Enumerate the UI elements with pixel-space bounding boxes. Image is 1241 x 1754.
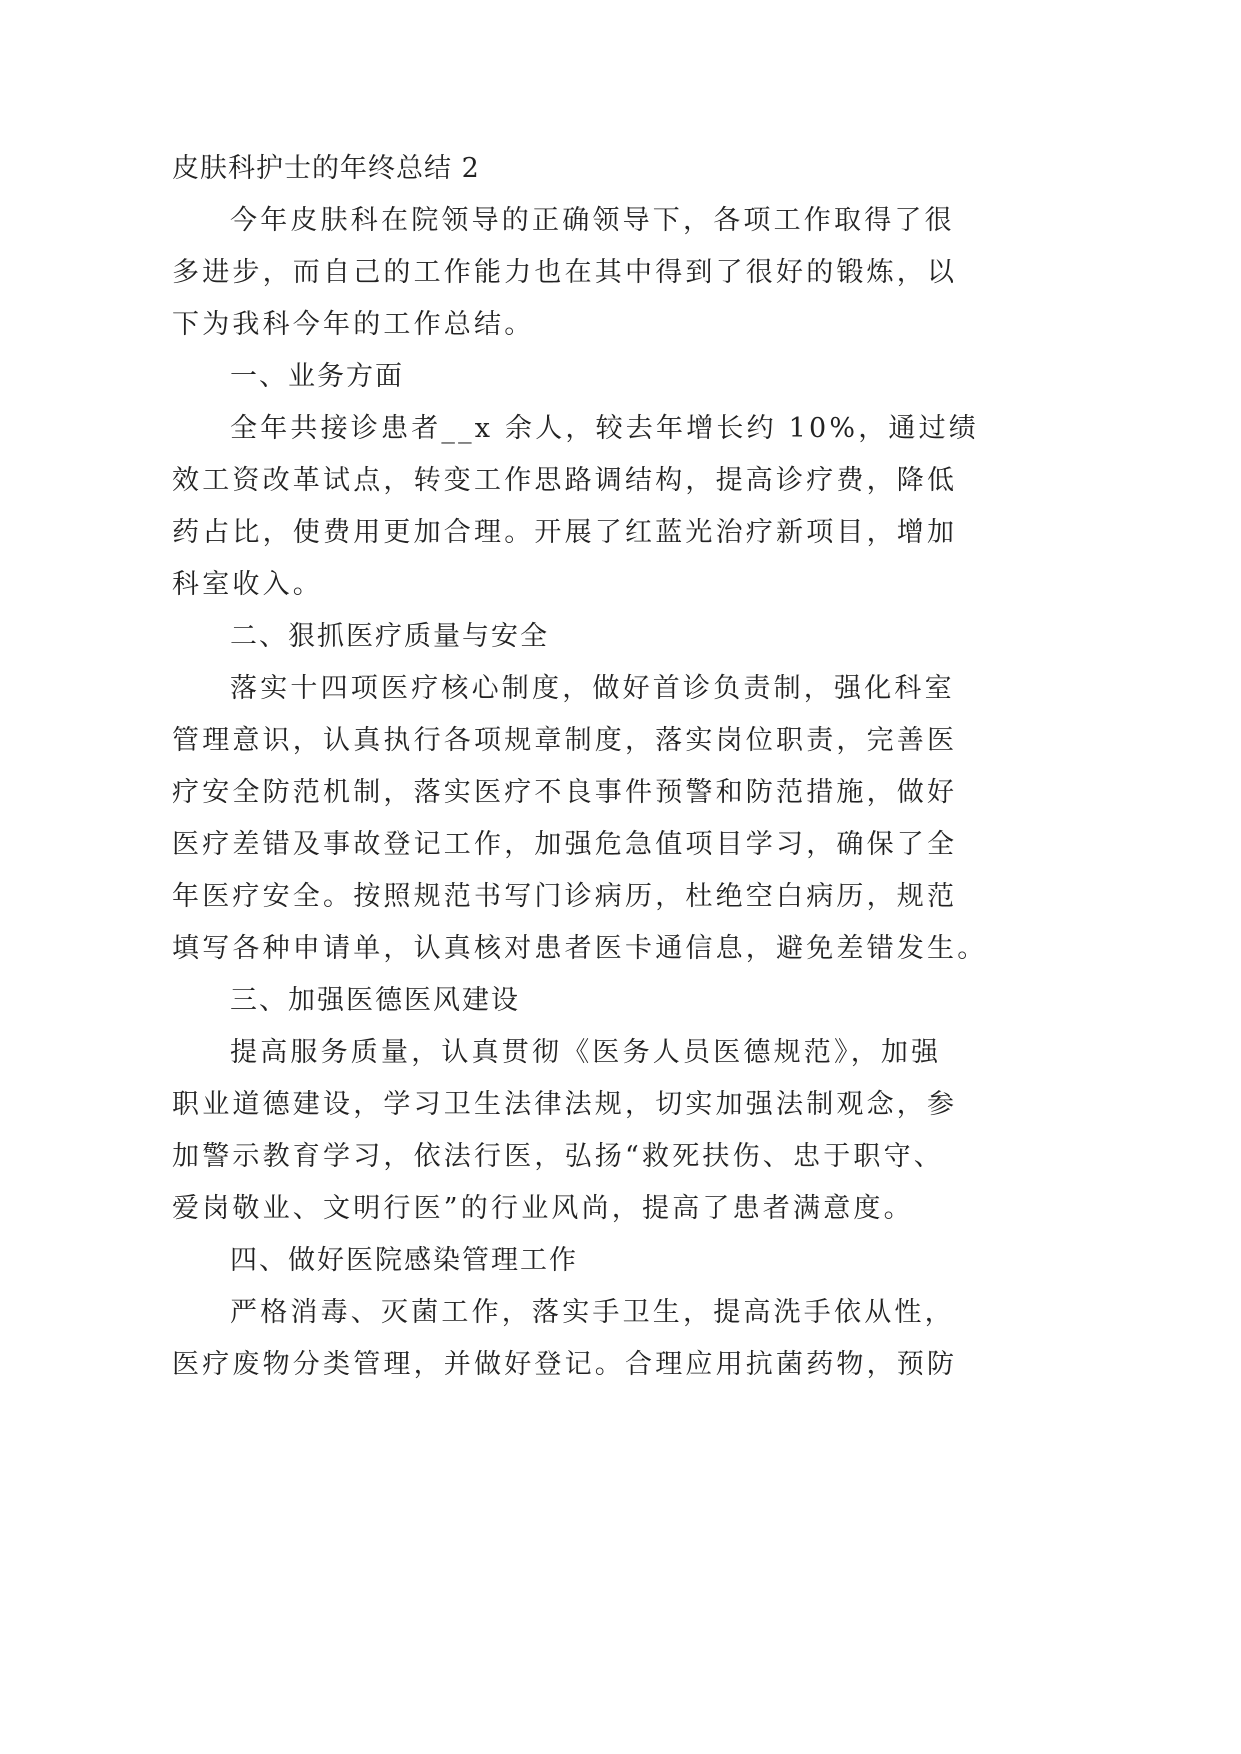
document-title: 皮肤科护士的年终总结 2 <box>172 153 480 184</box>
text-line: 疗安全防范机制，落实医疗不良事件预警和防范措施，做好 <box>172 777 958 808</box>
section-heading: 一、业务方面 <box>230 361 404 392</box>
text-line: 严格消毒、灭菌工作，落实手卫生，提高洗手依从性， <box>230 1297 955 1328</box>
text-line: 多进步，而自己的工作能力也在其中得到了很好的锻炼，以 <box>172 257 958 288</box>
text-line: 科室收入。 <box>172 569 323 600</box>
text-line: 管理意识，认真执行各项规章制度，落实岗位职责，完善医 <box>172 725 958 756</box>
text-line: 爱岗敬业、文明行医”的行业风尚，提高了患者满意度。 <box>172 1193 914 1224</box>
text-line: 年医疗安全。按照规范书写门诊病历，杜绝空白病历，规范 <box>172 881 958 912</box>
text-line: 医疗差错及事故登记工作，加强危急值项目学习，确保了全 <box>172 829 958 860</box>
text-line: 今年皮肤科在院领导的正确领导下，各项工作取得了很 <box>230 205 955 236</box>
section-heading: 二、狠抓医疗质量与安全 <box>230 621 549 652</box>
text-line: 效工资改革试点，转变工作思路调结构，提高诊疗费，降低 <box>172 465 958 496</box>
section-heading: 四、做好医院感染管理工作 <box>230 1245 578 1276</box>
text-line: 填写各种申请单，认真核对患者医卡通信息，避免差错发生。 <box>172 933 988 964</box>
text-line: 下为我科今年的工作总结。 <box>172 309 535 340</box>
text-line: 全年共接诊患者__x 余人，较去年增长约 10%，通过绩 <box>230 413 980 444</box>
text-line: 医疗废物分类管理，并做好登记。合理应用抗菌药物，预防 <box>172 1349 958 1380</box>
text-line: 加警示教育学习，依法行医，弘扬“救死扶伤、忠于职守、 <box>172 1141 945 1172</box>
text-line: 提高服务质量，认真贯彻《医务人员医德规范》，加强 <box>230 1037 942 1068</box>
text-line: 药占比，使费用更加合理。开展了红蓝光治疗新项目，增加 <box>172 517 958 548</box>
document-page <box>172 143 988 1391</box>
text-line: 落实十四项医疗核心制度，做好首诊负责制，强化科室 <box>230 673 955 704</box>
text-line: 职业道德建设，学习卫生法律法规，切实加强法制观念，参 <box>172 1089 958 1120</box>
section-heading: 三、加强医德医风建设 <box>230 985 520 1016</box>
